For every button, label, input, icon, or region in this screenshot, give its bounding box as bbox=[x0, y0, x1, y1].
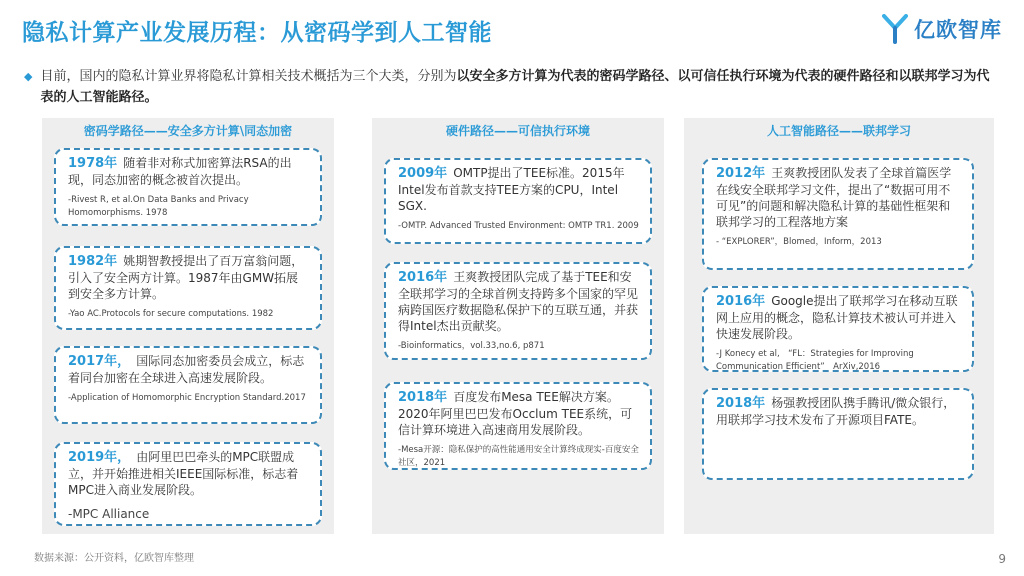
card-reference: - “EXPLORER”，Blomed，Inform，2013 bbox=[716, 237, 882, 247]
card-year: 2016年 bbox=[398, 270, 448, 285]
card-text: 王爽教授团队发表了全球首篇医学在线安全联邦学习文件，提出了“数据可用不可见”的问题和解决隐私计算的基础性框架和联邦学习的工程落地方案 bbox=[716, 166, 952, 229]
timeline-card bbox=[54, 246, 322, 330]
card-body bbox=[398, 389, 640, 438]
card-text: Google提出了联邦学习在移动互联网上应用的概念，隐私计算技术被认可并进入快速发展阶段。 bbox=[716, 294, 958, 341]
card-body bbox=[398, 165, 640, 214]
column-header: 密码学路径——安全多方计算\同态加密 bbox=[83, 124, 293, 138]
card-year: 2012年 bbox=[716, 166, 766, 181]
card-reference: -Yao AC.Protocols for secure computations. 1982 bbox=[68, 309, 274, 319]
card-reference: -OMTP. Advanced Trusted Environment: OMTP TR1. 2009 bbox=[398, 221, 639, 231]
card-year: 1978年 bbox=[68, 156, 118, 171]
summary-highlight: 以安全多方计算为代表的密码学路径、以可信任执行环境为代表的硬件路径和以联邦学习为代表的人工智能路径。 bbox=[40, 69, 990, 105]
column-hardware bbox=[372, 118, 664, 534]
card-text: OMTP提出了TEE标准。2015年Intel发布首款支持TEE方案的CPU，Intel SGX. bbox=[398, 166, 625, 213]
summary-text bbox=[40, 66, 1000, 108]
timeline-card bbox=[384, 382, 652, 470]
column-ai bbox=[684, 118, 994, 534]
card-reference: -Rivest R, et al.On Data Banks and Privacy Homomorphisms. 1978 bbox=[68, 195, 249, 218]
card-text: 随着非对称式加密算法RSA的出现，同态加密的概念被首次提出。 bbox=[68, 156, 292, 187]
column-header: 人工智能路径——联邦学习 bbox=[766, 124, 911, 138]
card-body bbox=[398, 269, 640, 334]
card-text: 由阿里巴巴牵头的MPC联盟成立，并开始推进相关IEEE国际标准，标志着MPC进入商业发展阶段。 bbox=[68, 450, 299, 497]
timeline-card bbox=[702, 286, 974, 372]
card-body bbox=[716, 293, 962, 342]
timeline-card bbox=[384, 262, 652, 360]
card-body bbox=[68, 155, 310, 188]
card-text: 姚期智教授提出了百万富翁问题，引入了安全两方计算。1987年由GMW拓展到安全多方计算。 bbox=[68, 254, 304, 301]
logo-icon bbox=[882, 14, 908, 44]
summary bbox=[24, 66, 1000, 108]
timeline-card bbox=[702, 388, 974, 480]
card-body bbox=[716, 395, 962, 428]
timeline-card bbox=[54, 442, 322, 526]
page-number: 9 bbox=[998, 552, 1006, 566]
card-body bbox=[68, 353, 310, 386]
timeline-card bbox=[384, 158, 652, 244]
card-body bbox=[716, 165, 962, 230]
card-reference: -MPC Alliance bbox=[68, 507, 150, 521]
timeline-card bbox=[54, 148, 322, 226]
card-body bbox=[68, 449, 310, 498]
data-source: 数据来源：公开资料，亿欧智库整理 bbox=[34, 553, 194, 564]
card-reference: -Mesa开源：隐私保护的高性能通用安全计算终成现实-百度安全社区，2021 bbox=[398, 445, 639, 468]
card-text: 国际同态加密委员会成立，标志着同台加密在全球进入高速发展阶段。 bbox=[68, 354, 305, 385]
card-year: 1982年 bbox=[68, 254, 118, 269]
page-title: 隐私计算产业发展历程：从密码学到人工智能 bbox=[22, 20, 492, 46]
logo-text: 亿欧智库 bbox=[914, 18, 1002, 42]
column-cryptography bbox=[42, 118, 334, 534]
card-year: 2019年， bbox=[68, 450, 131, 465]
timeline-card bbox=[54, 346, 322, 424]
card-body bbox=[68, 253, 310, 302]
card-text: 王爽教授团队完成了基于TEE和安全联邦学习的全球首例支持跨多个国家的罕见病跨国医疗数据隐私保护下的互联互通，并获得Intel杰出贡献奖。 bbox=[398, 270, 639, 333]
card-year: 2016年 bbox=[716, 294, 766, 309]
card-reference: -Bioinformatics，vol.33,no.6, p871 bbox=[398, 341, 545, 351]
card-reference: -Application of Homomorphic Encryption Standard.2017 bbox=[68, 393, 306, 403]
column-header: 硬件路径——可信执行环境 bbox=[445, 124, 590, 138]
card-text: 百度发布Mesa TEE解决方案。2020年阿里巴巴发布Occlum TEE系统，可信计算环境进入高速商用发展阶段。 bbox=[398, 390, 633, 437]
card-year: 2017年， bbox=[68, 354, 131, 369]
timeline-card bbox=[702, 158, 974, 270]
card-reference: -J Konecy et al, “FL：Strategies for Improving Communication Efficient” ArXiv,2016 bbox=[716, 349, 914, 372]
card-year: 2009年 bbox=[398, 166, 448, 181]
diamond-bullet-icon: ◆ bbox=[24, 70, 33, 83]
card-year: 2018年 bbox=[398, 390, 448, 405]
logo bbox=[882, 12, 1002, 46]
card-year: 2018年 bbox=[716, 396, 766, 411]
summary-prefix: 目前，国内的隐私计算业界将隐私计算相关技术概括为三个大类，分别为 bbox=[40, 69, 457, 84]
card-text: 杨强教授团队携手腾讯/微众银行，用联邦学习技术发布了开源项目FATE。 bbox=[716, 396, 956, 427]
